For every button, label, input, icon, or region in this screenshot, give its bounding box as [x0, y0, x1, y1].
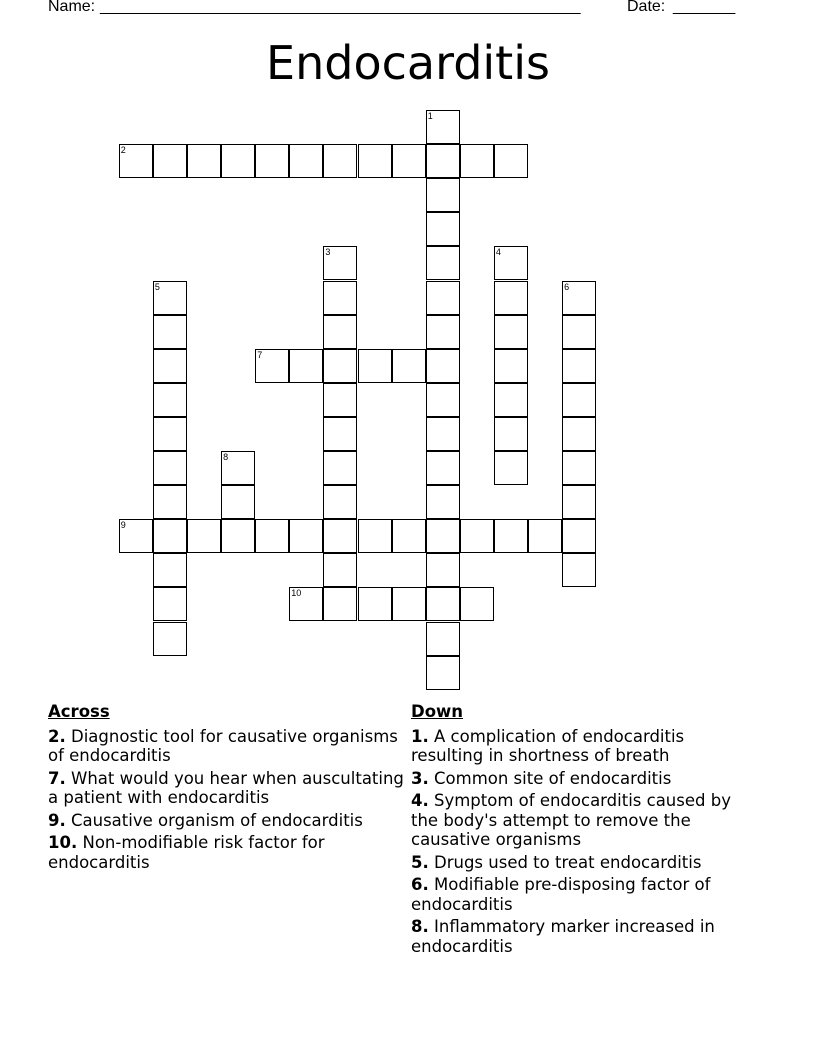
grid-cell[interactable]: [153, 519, 187, 553]
grid-cell[interactable]: [562, 349, 596, 383]
clue-number: 7.: [48, 768, 66, 788]
grid-cell[interactable]: [528, 519, 562, 553]
grid-cell[interactable]: [426, 417, 460, 451]
grid-cell[interactable]: [426, 246, 460, 280]
clue-text: What would you hear when auscultating a patient with endocarditis: [48, 768, 404, 807]
grid-cell[interactable]: [358, 519, 392, 553]
clue-number: 9.: [48, 810, 66, 830]
grid-cell[interactable]: [426, 110, 460, 144]
name-blank: ______________________________________________________: [100, 0, 581, 15]
grid-cell[interactable]: [426, 383, 460, 417]
grid-cell[interactable]: [153, 144, 187, 178]
grid-cell[interactable]: [323, 451, 357, 485]
clue-number-label: 4: [495, 247, 501, 258]
grid-cell[interactable]: [494, 519, 528, 553]
clue-text: A complication of endocarditis resulting in shortness of breath: [411, 726, 685, 765]
grid-cell[interactable]: [494, 315, 528, 349]
clue-number: 5.: [411, 852, 429, 872]
clue-number-label: 6: [564, 281, 570, 292]
clue-number-label: 3: [325, 247, 331, 258]
clue-down-4: [411, 791, 761, 850]
grid-cell[interactable]: [153, 417, 187, 451]
grid-cell[interactable]: [255, 144, 289, 178]
grid-cell[interactable]: [323, 144, 357, 178]
clue-text: Causative organism of endocarditis: [71, 810, 363, 830]
grid-cell[interactable]: [426, 281, 460, 315]
grid-cell[interactable]: [153, 485, 187, 519]
grid-cell[interactable]: [358, 144, 392, 178]
grid-cell[interactable]: [426, 485, 460, 519]
grid-cell[interactable]: [323, 485, 357, 519]
date-label: Date:: [627, 0, 666, 15]
grid-cell[interactable]: [323, 246, 357, 280]
grid-cell[interactable]: [153, 281, 187, 315]
clue-number-label: 1: [427, 111, 433, 121]
grid-cell[interactable]: [221, 451, 255, 485]
grid-cell[interactable]: [494, 281, 528, 315]
name-label: Name:: [48, 0, 96, 15]
clue-down-6: [411, 875, 761, 914]
clue-text: Non-modifiable risk factor for endocarditis: [48, 833, 325, 872]
clue-number: 3.: [411, 768, 429, 788]
grid-cell[interactable]: [358, 349, 392, 383]
clue-number: 10.: [48, 833, 78, 852]
grid-cell[interactable]: [494, 144, 528, 178]
clue-down-5: [411, 853, 761, 873]
grid-cell[interactable]: [494, 349, 528, 383]
grid-cell[interactable]: [426, 349, 460, 383]
grid-cell[interactable]: [153, 383, 187, 417]
across-heading: Across: [48, 702, 110, 721]
grid-cell[interactable]: [562, 383, 596, 417]
clue-text: Diagnostic tool for causative organisms of endocarditis: [48, 726, 398, 765]
grid-cell[interactable]: [119, 519, 153, 553]
grid-cell[interactable]: [426, 622, 460, 656]
clue-across-2: [48, 727, 408, 766]
grid-cell[interactable]: [562, 519, 596, 553]
clue-number: 8.: [411, 917, 429, 936]
clue-text: Symptom of endocarditis caused by the body's attempt to remove the causative organisms: [411, 791, 731, 849]
grid-cell[interactable]: [392, 349, 426, 383]
clue-across-9: [48, 811, 408, 831]
grid-cell[interactable]: [460, 144, 494, 178]
grid-cell[interactable]: [426, 519, 460, 553]
grid-cell[interactable]: [494, 383, 528, 417]
grid-cell[interactable]: [494, 246, 528, 280]
clue-text: Drugs used to treat endocarditis: [434, 852, 702, 872]
clue-number-label: 9: [120, 520, 126, 531]
clue-text: Inflammatory marker increased in endocarditis: [411, 917, 715, 956]
grid-cell[interactable]: [460, 519, 494, 553]
grid-cell[interactable]: [562, 485, 596, 519]
grid-cell[interactable]: [153, 315, 187, 349]
grid-cell[interactable]: [153, 587, 187, 621]
clue-down-1: [411, 727, 761, 766]
across-clues: [48, 702, 408, 875]
grid-cell[interactable]: [426, 178, 460, 212]
down-clues: [411, 702, 761, 959]
grid-cell[interactable]: [426, 212, 460, 246]
grid-cell[interactable]: [323, 519, 357, 553]
grid-cell[interactable]: [187, 519, 221, 553]
clue-across-7: [48, 769, 408, 808]
grid-cell[interactable]: [426, 315, 460, 349]
grid-cell[interactable]: [426, 553, 460, 587]
grid-cell[interactable]: [562, 553, 596, 587]
clue-text: Common site of endocarditis: [434, 768, 672, 788]
clue-number: 2.: [48, 726, 66, 746]
grid-cell[interactable]: [153, 553, 187, 587]
grid-cell[interactable]: [562, 451, 596, 485]
clue-number-label: 5: [154, 281, 160, 292]
date-blank: _______: [673, 0, 736, 15]
grid-cell[interactable]: [426, 656, 460, 690]
page-title: Endocarditis: [266, 36, 550, 90]
grid-cell[interactable]: [494, 451, 528, 485]
grid-cell[interactable]: [289, 144, 323, 178]
grid-cell[interactable]: [221, 485, 255, 519]
grid-cell[interactable]: [289, 519, 323, 553]
grid-cell[interactable]: [358, 587, 392, 621]
grid-cell[interactable]: [426, 587, 460, 621]
grid-cell[interactable]: [323, 281, 357, 315]
grid-cell[interactable]: [153, 451, 187, 485]
grid-cell[interactable]: [255, 519, 289, 553]
grid-cell[interactable]: [323, 315, 357, 349]
grid-cell[interactable]: [562, 281, 596, 315]
clue-across-10: [48, 833, 408, 872]
grid-cell[interactable]: [187, 144, 221, 178]
grid-cell[interactable]: [221, 144, 255, 178]
clue-number: 1.: [411, 726, 429, 746]
grid-cell[interactable]: [494, 417, 528, 451]
grid-cell[interactable]: [392, 519, 426, 553]
grid-cell[interactable]: [119, 144, 153, 178]
grid-cell[interactable]: [392, 587, 426, 621]
clue-number: 6.: [411, 875, 429, 894]
grid-cell[interactable]: [255, 349, 289, 383]
clue-number-label: 10: [291, 588, 302, 599]
clue-down-8: [411, 917, 761, 956]
grid-cell[interactable]: [426, 144, 460, 178]
grid-cell[interactable]: [426, 451, 460, 485]
grid-cell[interactable]: [323, 417, 357, 451]
grid-cell[interactable]: [323, 587, 357, 621]
clue-number-label: 8: [223, 452, 229, 462]
grid-cell[interactable]: [460, 587, 494, 621]
grid-cell[interactable]: [392, 144, 426, 178]
grid-cell[interactable]: [289, 587, 323, 621]
down-heading: Down: [411, 702, 464, 721]
grid-cell[interactable]: [562, 417, 596, 451]
grid-cell[interactable]: [562, 315, 596, 349]
clue-text: Modifiable pre-disposing factor of endocarditis: [411, 875, 711, 914]
grid-cell[interactable]: [221, 519, 255, 553]
clue-down-3: [411, 769, 761, 789]
clue-number: 4.: [411, 791, 429, 810]
grid-cell[interactable]: [153, 349, 187, 383]
grid-cell[interactable]: [153, 622, 187, 656]
grid-cell[interactable]: [323, 553, 357, 587]
clue-number-label: 7: [257, 349, 263, 360]
grid-cell[interactable]: [323, 349, 357, 383]
grid-cell[interactable]: [323, 383, 357, 417]
clue-number-label: 2: [120, 145, 126, 156]
grid-cell[interactable]: [289, 349, 323, 383]
